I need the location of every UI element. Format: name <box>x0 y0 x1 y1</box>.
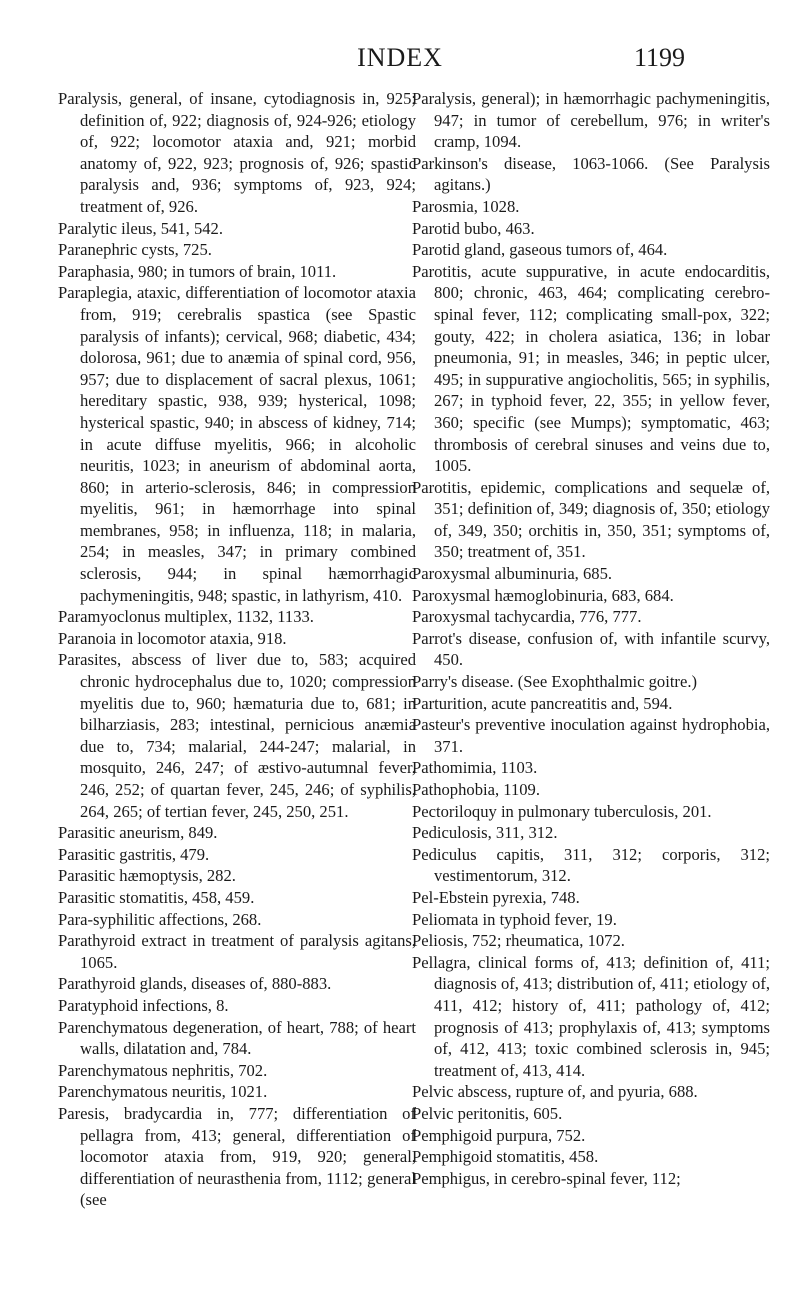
index-entry: Paroxysmal tachycardia, 776, 777. <box>412 607 642 627</box>
index-entry: Pemphigoid purpura, 752. <box>412 1125 586 1145</box>
index-entry: Parenchymatous nephritis, 702. <box>58 1060 268 1080</box>
index-entry: Pediculus capitis, 311, 312; corporis, 312; vestimentorum, 312. <box>412 844 770 886</box>
index-entry: Pellagra, clinical forms of, 413; definition of, 411; diagnosis of, 413; distribution of, 411; etiology of, 411, 412; history of, 411; pathology of, 412; prognosis of 413; prophylaxis of, 413; symptoms of, 412, 413; toxic combined sclerosis in, 945; treatment of, 413, 414. <box>412 952 770 1080</box>
index-entry: Parasitic gastritis, 479. <box>58 844 210 864</box>
index-entry: Pathomimia, 1103. <box>412 758 538 778</box>
index-entry: Peliomata in typhoid fever, 19. <box>412 909 617 929</box>
index-entry: Paratyphoid infections, 8. <box>58 995 229 1015</box>
index-entry: Pelvic abscess, rupture of, and pyuria, 688. <box>412 1082 698 1102</box>
index-entry: Paranephric cysts, 725. <box>58 240 212 260</box>
index-entry: Pemphigus, in cerebro-spinal fever, 112; <box>412 1168 681 1188</box>
index-entry: Pathophobia, 1109. <box>412 780 540 799</box>
index-column-right <box>412 88 770 1189</box>
index-entry: Paroxysmal albuminuria, 685. <box>412 564 613 584</box>
index-entry: Parotid gland, gaseous tumors of, 464. <box>412 240 668 260</box>
index-entry: Parenchymatous neuritis, 1021. <box>58 1082 268 1102</box>
index-entry: Parry's disease. (See Exophthalmic goitre.) <box>412 672 698 692</box>
index-entry: Parkinson's disease, 1063-1066. (See Paralysis agitans.) <box>412 153 770 195</box>
index-entry: Pemphigoid stomatitis, 458. <box>412 1147 599 1167</box>
index-entry: Paralysis, general, of insane, cytodiagnosis in, 925; definition of, 922; diagnosis of, 924-926; etiology of, 922; locomotor ataxia and, 921; morbid anatomy of, 922, 923; prognosis of, 926; spastic paralysis and, 936; symptoms of, 923, 924; treatment of, 926. <box>58 89 416 216</box>
index-column-left <box>58 88 416 1211</box>
index-entry: Para-syphilitic affections, 268. <box>58 909 262 929</box>
index-entry: Pelvic peritonitis, 605. <box>412 1103 563 1123</box>
index-entry: Paresis, bradycardia in, 777; differentiation of pellagra from, 413; general, differentiation of locomotor ataxia from, 919, 920; general, differentiation of neurasthenia from, 1112; general (see <box>58 1103 416 1210</box>
index-entry: Peliosis, 752; rheumatica, 1072. <box>412 931 625 951</box>
page-number: 1199 <box>633 43 685 72</box>
index-entry: Parosmia, 1028. <box>412 196 520 216</box>
index-entry: Pediculosis, 311, 312. <box>412 823 558 843</box>
index-entry: Paramyoclonus multiplex, 1132, 1133. <box>58 607 314 627</box>
index-entry: Parasites, abscess of liver due to, 583; acquired chronic hydrocephalus due to, 1020; compression myelitis due to, 960; hæmaturia due to, 681; in bilharziasis, 283; intestinal, pernicious anæmia due to, 734; malarial, 244-247; malarial, in mosquito, 246, 247; of æstivo-autumnal fever, 246, 252; of quartan fever, 245, 246; of syphilis, 264, 265; of tertian fever, 245, 250, 251. <box>58 650 416 821</box>
index-entry: Paroxysmal hæmoglobinuria, 683, 684. <box>412 585 674 605</box>
index-entry: Parathyroid extract in treatment of paralysis agitans, 1065. <box>58 931 416 972</box>
index-entry: Parasitic hæmoptysis, 282. <box>58 866 236 886</box>
index-entry: Parrot's disease, confusion of, with infantile scurvy, 450. <box>412 628 770 670</box>
index-entry: Parathyroid glands, diseases of, 880-883. <box>58 974 332 994</box>
index-entry: Parenchymatous degeneration, of heart, 788; of heart walls, dilatation and, 784. <box>58 1017 416 1059</box>
index-entry: Pectoriloquy in pulmonary tuberculosis, 201. <box>412 801 712 821</box>
index-entry: Paraplegia, ataxic, differentiation of locomotor ataxia from, 919; cerebralis spastica (see Spastic paralysis of infants); cervical, 968; diabetic, 434; dolorosa, 961; due to anæmia of spinal cord, 956, 957; due to displacement of sacral plexus, 1061; hereditary spastic, 938, 939; hysterical, 1098; hysterical spastic, 940; in abscess of kidney, 714; in acute diffuse myelitis, 966; in alcoholic neuritis, 1023; in aneurism of abdominal aorta, 860; in arterio-sclerosis, 846; in compression myelitis, 961; in hæmorrhage into spinal membranes, 958; in influenza, 118; in malaria, 254; in measles, 347; in primary combined sclerosis, 944; in spinal hæmorrhagic pachymeningitis, 948; spastic, in lathyrism, 410. <box>58 283 416 605</box>
index-entry: Parotitis, acute suppurative, in acute endocarditis, 800; chronic, 463, 464; complicating cerebro-spinal fever, 112; complicating small-pox, 322; gouty, 422; in cholera asiatica, 136; in lobar pneumonia, 91; in measles, 346; in peptic ulcer, 495; in suppurative angiocholitis, 565; in syphilis, 267; in typhoid fever, 22, 355; in yellow fever, 360; specific (see Mumps); symptomatic, 463; thrombosis of cerebral sinuses and veins due to, 1005. <box>412 261 770 476</box>
index-entry: Pel-Ebstein pyrexia, 748. <box>412 887 580 907</box>
running-title: INDEX <box>357 43 443 72</box>
index-entry: Parturition, acute pancreatitis and, 594. <box>412 693 673 713</box>
index-entry: Paralysis, general); in hæmorrhagic pachymeningitis, 947; in tumor of cerebellum, 976; in writer's cramp, 1094. <box>412 89 770 152</box>
index-entry: Parasitic stomatitis, 458, 459. <box>58 887 255 907</box>
index-entry: Paralytic ileus, 541, 542. <box>58 218 223 238</box>
index-entry: Parotid bubo, 463. <box>412 218 535 238</box>
index-entry: Pasteur's preventive inoculation against hydrophobia, 371. <box>412 715 770 756</box>
index-entry: Paranoia in locomotor ataxia, 918. <box>58 628 287 648</box>
index-entry: Parasitic aneurism, 849. <box>58 823 218 843</box>
index-entry: Paraphasia, 980; in tumors of brain, 1011. <box>58 261 337 281</box>
index-entry: Parotitis, epidemic, complications and sequelæ of, 351; definition of, 349; diagnosis of, 350; etiology of, 349, 350; orchitis in, 350, 351; symptoms of, 350; treatment of, 351. <box>412 477 770 562</box>
page-header <box>0 40 800 80</box>
